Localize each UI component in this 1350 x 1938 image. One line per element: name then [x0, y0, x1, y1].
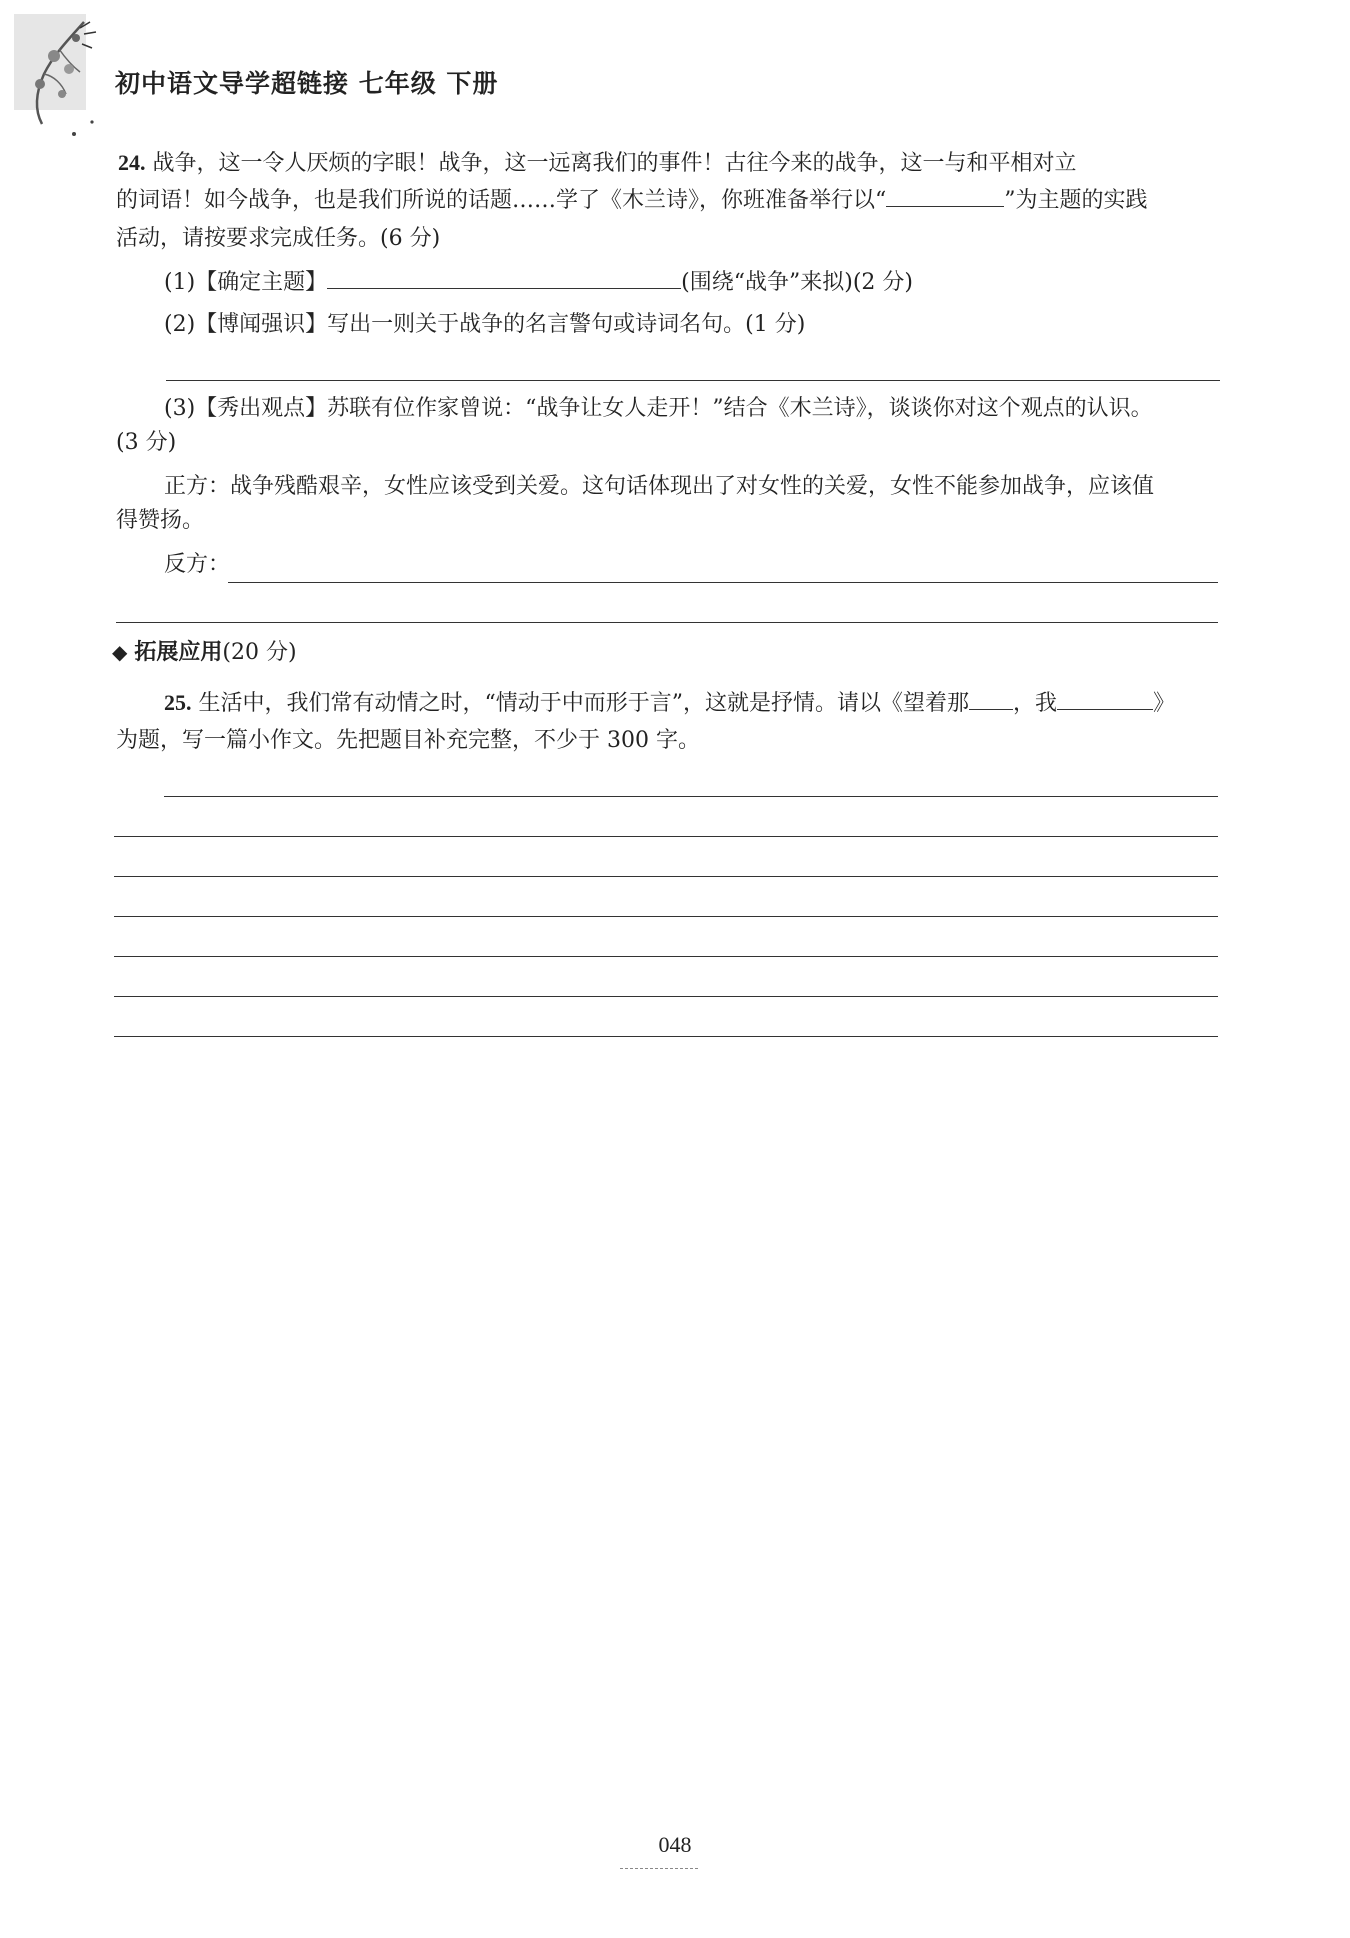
composition-line[interactable]	[164, 796, 1218, 797]
composition-line[interactable]	[114, 996, 1218, 997]
q24-pro-line1: 正方：战争残酷艰辛，女性应该受到关爱。这句话体现出了对女性的关爱，女性不能参加战争，应该值	[164, 474, 1155, 499]
page-number: 048	[658, 1832, 692, 1857]
composition-line[interactable]	[114, 876, 1218, 877]
q25-text-1c: 》	[1153, 691, 1176, 716]
q24-line3: 活动，请按要求完成任务。(6 分)	[116, 226, 441, 251]
q25-blank-2[interactable]	[1057, 689, 1153, 710]
section-score: (20 分)	[222, 640, 297, 665]
section-extension-heading	[112, 636, 297, 669]
composition-line[interactable]	[114, 1036, 1218, 1037]
plum-blossom-logo	[14, 14, 104, 144]
q25-blank-1[interactable]	[969, 689, 1013, 710]
q24-line1	[118, 146, 1220, 180]
q24-text-1: 战争，这一令人厌烦的字眼！战争，这一远离我们的事件！古往今来的战争，这一与和平相对立	[145, 151, 1077, 176]
book-title: 初中语文导学超链接 七年级 下册	[115, 69, 499, 98]
q24-sub1-suffix: (围绕“战争”来拟)(2 分)	[681, 270, 913, 295]
q25-line1	[164, 686, 1224, 720]
q25-line2: 为题，写一篇小作文。先把题目补充完整，不少于 300 字。	[116, 728, 700, 753]
composition-line[interactable]	[114, 956, 1218, 957]
q24-con-answer-line-2[interactable]	[116, 622, 1218, 623]
q24-sub1-blank[interactable]	[327, 268, 681, 289]
q24-sub1	[164, 266, 1224, 299]
q24-theme-blank[interactable]	[886, 186, 1004, 207]
q24-sub3-line2: (3 分)	[116, 430, 177, 455]
q24-sub2-answer-line[interactable]	[166, 380, 1220, 381]
q24-number: 24.	[118, 150, 146, 175]
diamond-icon: ◆	[112, 640, 128, 664]
q25-text-1b: ，我	[1013, 691, 1058, 716]
composition-line[interactable]	[114, 836, 1218, 837]
section-label: 拓展应用	[134, 640, 223, 665]
q24-sub2: (2)【博闻强识】写出一则关于战争的名言警句或诗词名句。(1 分)	[164, 312, 806, 337]
q24-sub3-line1: (3)【秀出观点】苏联有位作家曾说：“战争让女人走开！”结合《木兰诗》，谈谈你对这个观点的认识。	[164, 396, 1153, 421]
q25-number: 25.	[164, 690, 192, 715]
q24-con-label: 反方：	[164, 552, 231, 577]
q24-text-2a: 的词语！如今战争，也是我们所说的话题……学了《木兰诗》，你班准备举行以“	[116, 188, 887, 213]
q24-sub1-prefix: (1)【确定主题】	[164, 270, 328, 295]
composition-line[interactable]	[114, 916, 1218, 917]
q25-text-1a: 生活中，我们常有动情之时，“情动于中而形于言”，这就是抒情。请以《望着那	[191, 691, 969, 716]
q24-con-answer-line-1[interactable]	[228, 582, 1218, 583]
q24-text-2b: ”为主题的实践	[1004, 188, 1148, 213]
q24-line2	[116, 184, 1218, 217]
page-number-underline	[620, 1868, 698, 1869]
q24-pro-line2: 得赞扬。	[116, 508, 205, 533]
